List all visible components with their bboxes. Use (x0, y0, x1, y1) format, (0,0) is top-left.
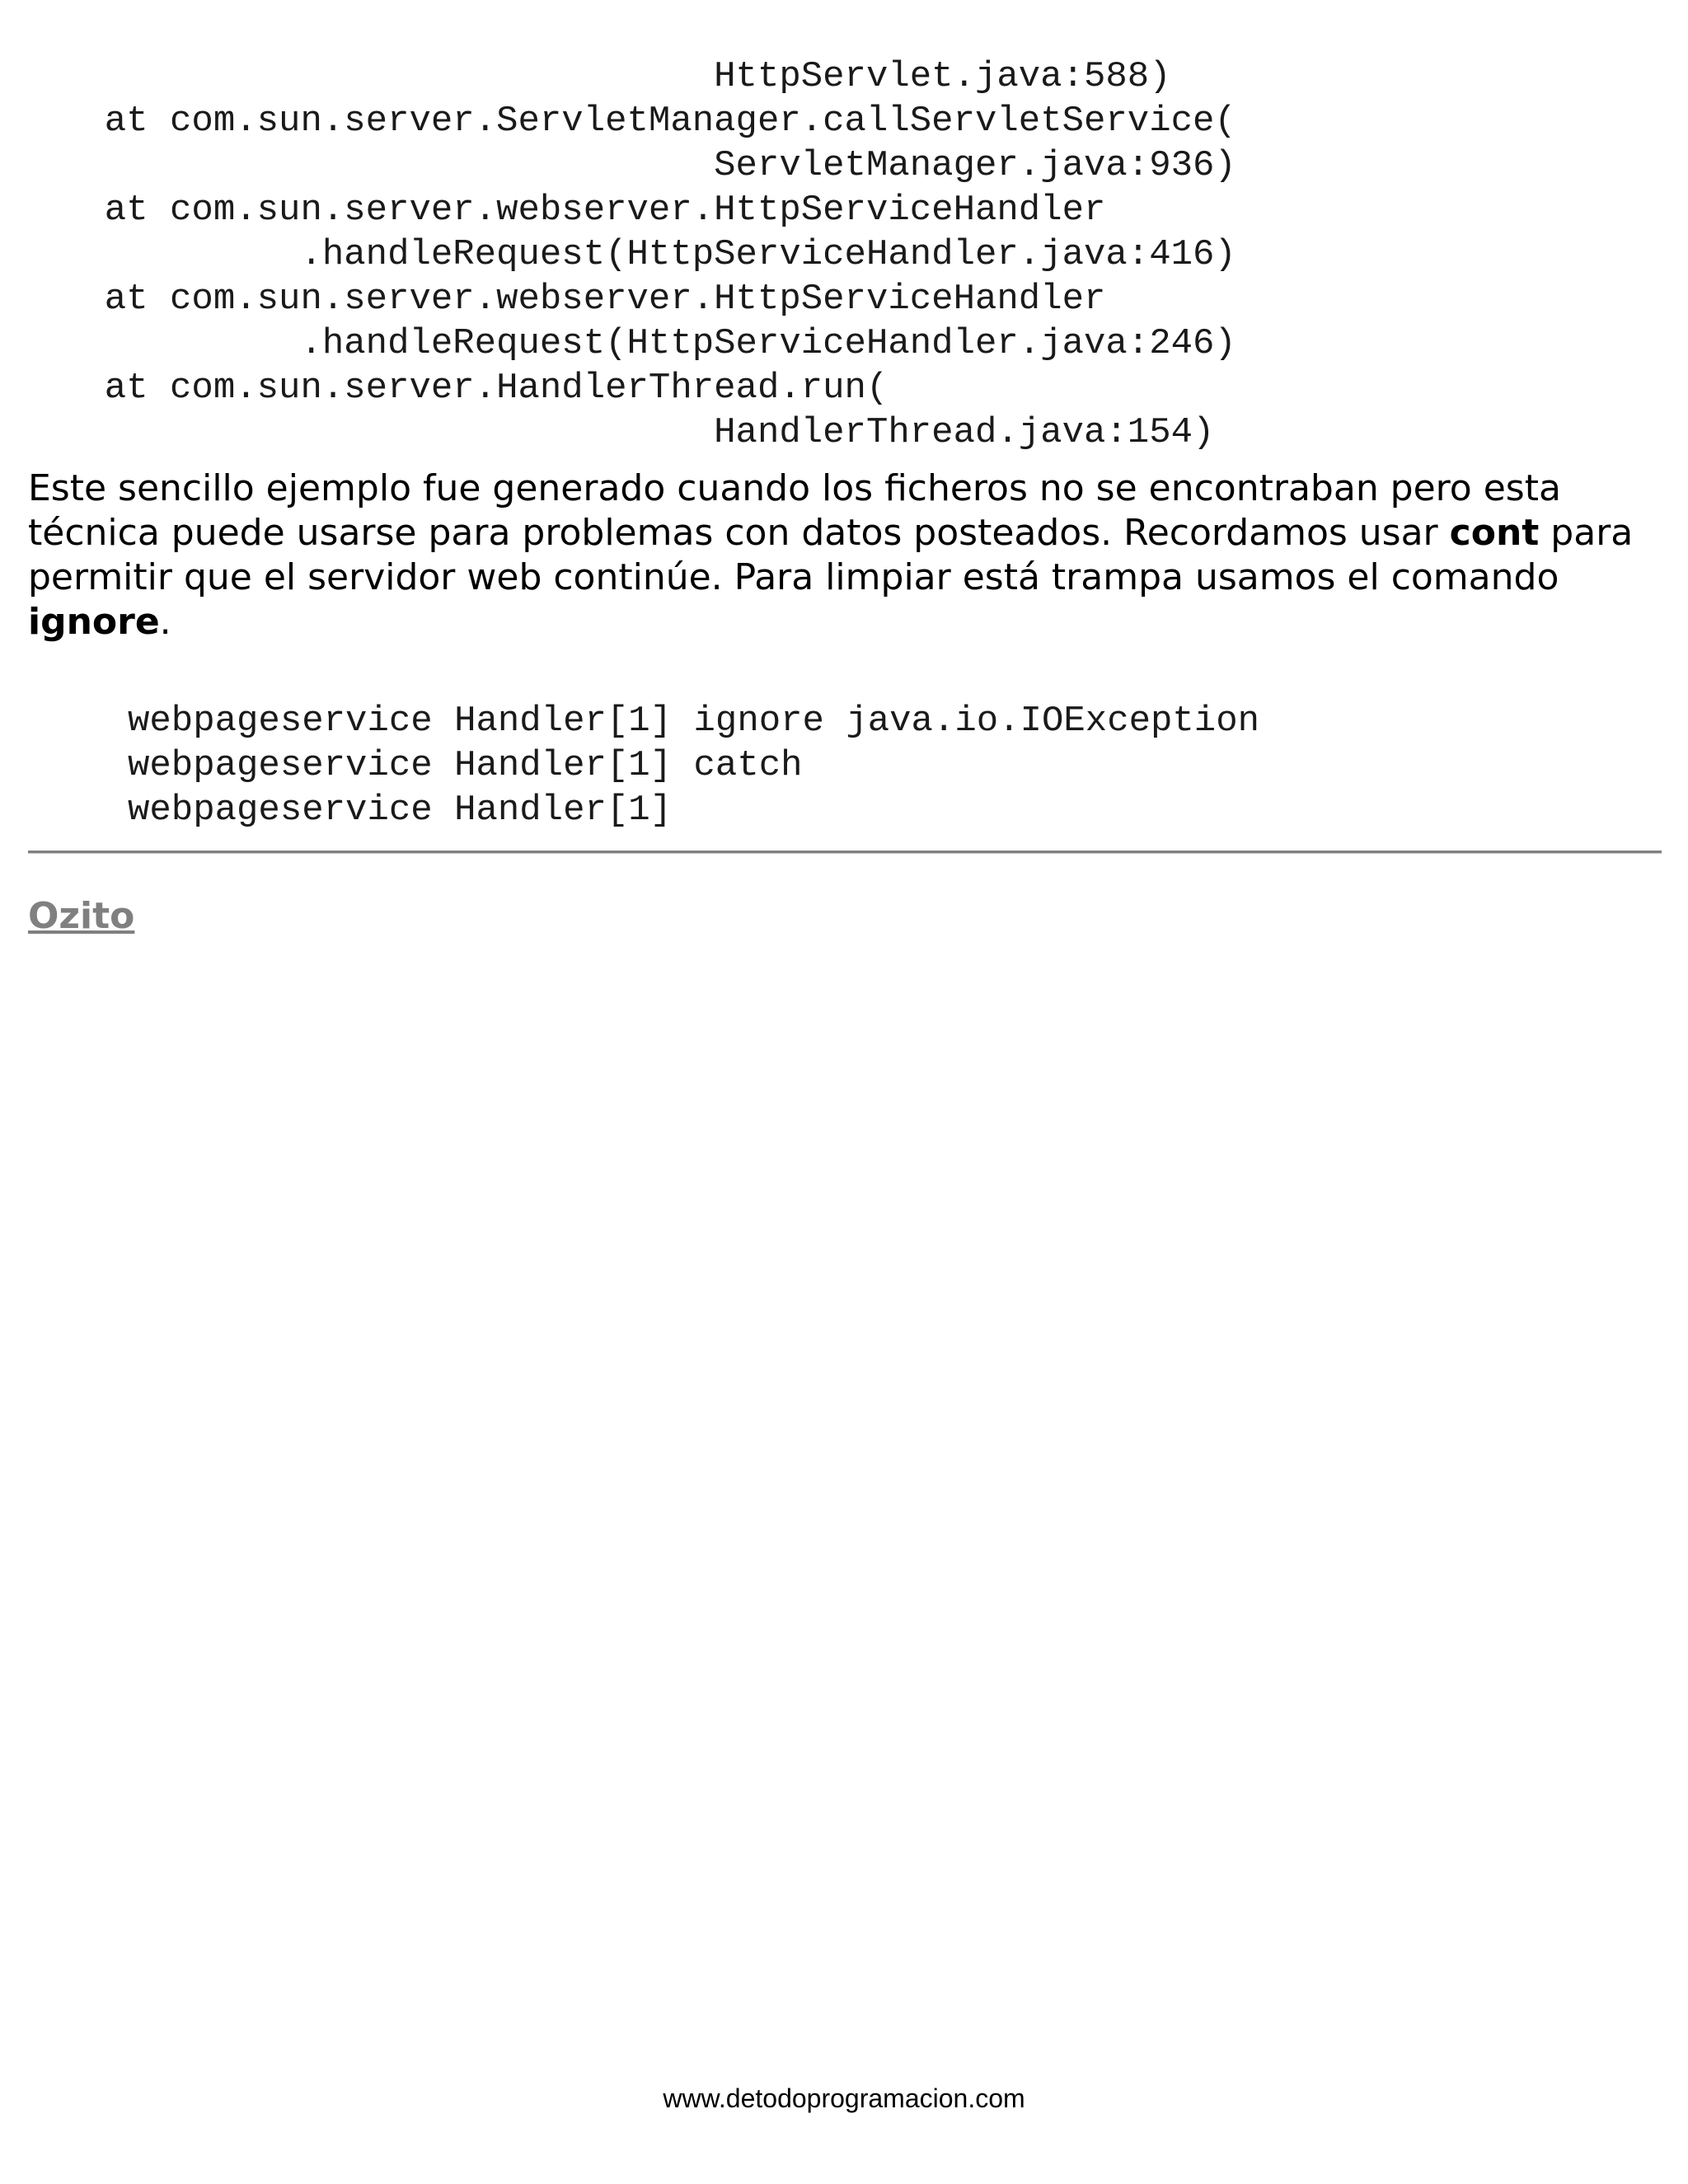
explanation-paragraph (28, 466, 1668, 644)
code-line: .handleRequest(HttpServiceHandler.java:416) (61, 234, 1236, 275)
code-line: at com.sun.server.ServletManager.callServletService( (61, 101, 1236, 142)
code-line: ServletManager.java:936) (61, 145, 1236, 186)
code-line: webpageservice Handler[1] catch (128, 745, 803, 786)
code-line: at com.sun.server.webserver.HttpServiceHandler (61, 279, 1106, 320)
code-line: at com.sun.server.webserver.HttpServiceHandler (61, 190, 1106, 231)
cont-keyword: cont (1449, 512, 1540, 554)
ozito-link[interactable]: Ozito (28, 895, 135, 937)
code-line: at com.sun.server.HandlerThread.run( (61, 368, 889, 409)
paragraph-text: Este sencillo ejemplo fue generado cuando los ficheros no se encontraban pero esta técnica puede usarse para problemas con datos posteados. Recordamos usar (28, 467, 1561, 554)
footer-url: www.detodoprogramacion.com (663, 2083, 1025, 2113)
code-line: HandlerThread.java:154) (61, 412, 1215, 453)
code-line: webpageservice Handler[1] (128, 790, 673, 831)
paragraph-text: . (159, 601, 171, 643)
paragraph-text: para permitir que el servidor web continúe. Para limpiar está trampa usamos el comando (28, 512, 1634, 598)
horizontal-divider (28, 851, 1662, 854)
code-line: HttpServlet.java:588) (61, 56, 1171, 97)
stack-trace-code (61, 54, 1236, 455)
code-line: webpageservice Handler[1] ignore java.io.IOException (128, 701, 1260, 742)
command-example-code (128, 699, 1259, 832)
ignore-keyword: ignore (28, 601, 160, 643)
code-line: .handleRequest(HttpServiceHandler.java:246) (61, 323, 1236, 364)
